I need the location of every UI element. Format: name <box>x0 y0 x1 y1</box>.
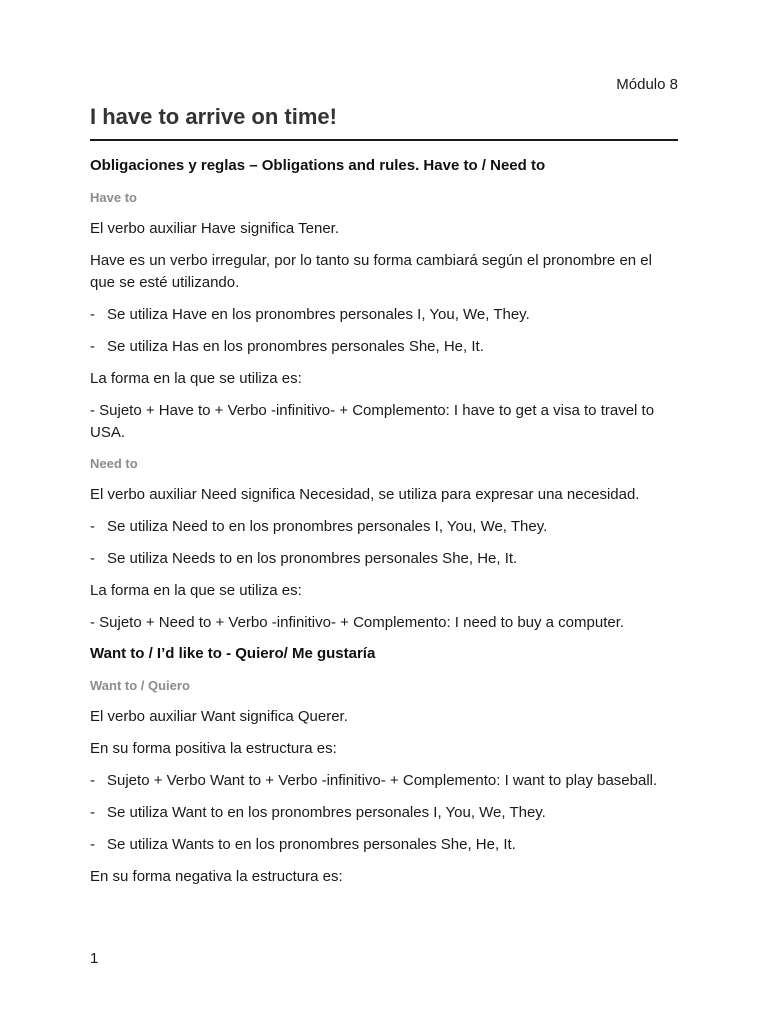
section-heading: Want to / I’d like to - Quiero/ Me gustaría <box>90 645 376 662</box>
paragraph: En su forma positiva la estructura es: <box>90 740 337 757</box>
bullet-marker: - <box>90 772 95 789</box>
paragraph: Have es un verbo irregular, por lo tanto su forma cambiará según el pronombre en el que se esté utilizando. <box>90 252 652 291</box>
list-item <box>90 834 678 856</box>
list-item <box>90 548 678 570</box>
list-item <box>90 336 678 358</box>
title-divider <box>90 139 678 141</box>
list-item <box>90 304 678 326</box>
paragraph: - Sujeto + Have to + Verbo -infinitivo- + Complemento: I have to get a visa to travel to USA. <box>90 402 655 441</box>
document-body <box>90 156 678 898</box>
list-item-text: Se utiliza Has en los pronombres personales She, He, It. <box>107 338 484 355</box>
paragraph: En su forma negativa la estructura es: <box>90 868 343 885</box>
list-item-text: Se utiliza Needs to en los pronombres personales She, He, It. <box>107 550 518 567</box>
bullet-marker: - <box>90 306 95 323</box>
subsection-heading: Need to <box>90 456 138 471</box>
bullet-marker: - <box>90 804 95 821</box>
subsection-heading: Want to / Quiero <box>90 678 190 693</box>
paragraph: - Sujeto + Need to + Verbo -infinitivo- + Complemento: I need to buy a computer. <box>90 614 625 631</box>
subsection-heading: Have to <box>90 190 137 205</box>
list-item-text: Se utiliza Wants to en los pronombres personales She, He, It. <box>107 836 516 853</box>
list-item-text: Se utiliza Have en los pronombres personales I, You, We, They. <box>107 306 530 323</box>
page-number: 1 <box>90 950 99 967</box>
bullet-marker: - <box>90 836 95 853</box>
list-item <box>90 770 678 792</box>
paragraph: El verbo auxiliar Have significa Tener. <box>90 220 340 237</box>
paragraph: La forma en la que se utiliza es: <box>90 370 302 387</box>
paragraph: El verbo auxiliar Want significa Querer. <box>90 708 348 725</box>
document-page <box>90 0 678 1024</box>
list-item <box>90 802 678 824</box>
paragraph: El verbo auxiliar Need significa Necesidad, se utiliza para expresar una necesidad. <box>90 486 640 503</box>
bullet-marker: - <box>90 518 95 535</box>
list-item-text: Se utiliza Need to en los pronombres personales I, You, We, They. <box>107 518 548 535</box>
bullet-marker: - <box>90 338 95 355</box>
list-item-text: Sujeto + Verbo Want to + Verbo -infinitivo- + Complemento: I want to play baseball. <box>107 772 658 789</box>
list-item <box>90 516 678 538</box>
bullet-marker: - <box>90 550 95 567</box>
list-item-text: Se utiliza Want to en los pronombres personales I, You, We, They. <box>107 804 546 821</box>
paragraph: La forma en la que se utiliza es: <box>90 582 302 599</box>
page-title: I have to arrive on time! <box>90 104 337 129</box>
section-heading: Obligaciones y reglas – Obligations and rules. Have to / Need to <box>90 157 546 174</box>
module-label: Módulo 8 <box>616 76 678 93</box>
